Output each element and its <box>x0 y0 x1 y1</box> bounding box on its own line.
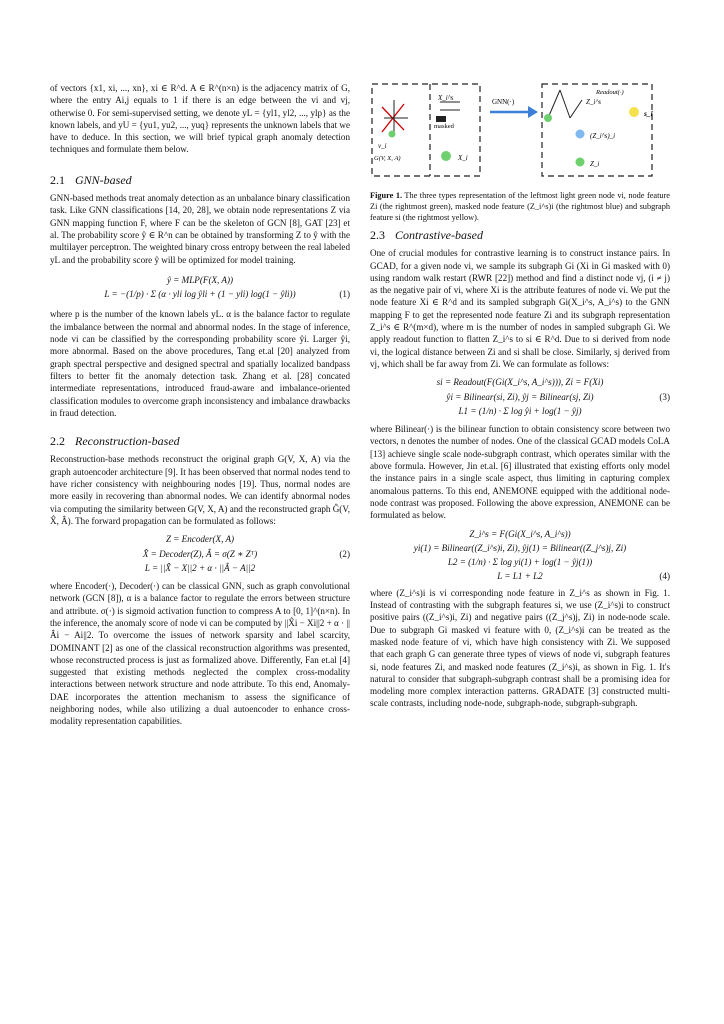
label-vi: v_i <box>378 142 387 150</box>
figure-1-caption <box>370 190 670 223</box>
node-feature-output-dot <box>576 158 585 167</box>
label-xi: X_i <box>458 154 468 162</box>
target-node <box>389 131 396 138</box>
section-2-1-heading <box>50 174 350 186</box>
section-title: GNN-based <box>75 172 132 187</box>
equation-2b-text: X̂ = Decoder(Z), Â = σ(Z ∗ Zᵀ) <box>142 548 258 559</box>
gnn-paragraph-2: where p is the number of the known labels yL. α is the balance factor to regulate the imbalance between the normal and abnormal nodes. In the stage of inference, node vi can be classified by the corresponding probability score ŷi. Larger ŷi, more abnormal. Based on the above procedures, Tang et.al [20] analyzed from graph spectral perspective and designed spectral and spatially localized bandpass filters to better fit the anomaly detection task. Zhang et al. [28] concated intermediate representations, introduced fraud-aware and imbalance-oriented classification modules to overcome graph inconsistency and imbalance drawbacks in fraud detection. <box>50 309 350 418</box>
section-number: 2.2 <box>50 434 65 449</box>
section-2-3-heading <box>370 229 670 241</box>
contrastive-paragraph-1: One of crucial modules for contrastive learning is to construct instance pairs. In GCAD, for a given node vi, we sample its subgraph Gi (Xi in Gi masked with 0) using random walk restart (RWR [22]) method and find a distinct node vj, (i ≠ j) as the negative pair of vi, where Xi is the attribute features of node vi. We put the node feature Xi ∈ R^d and its sampled subgraph Gi(X_i^s, A_i^s) to the GNN mapping F to get the represented node feature Zi and its subgraph representation Z_i^s ∈ R^(m×d), where m is the number of nodes in sampled subgraph Gi. We apply readout function to flatten Z_i^s to si ∈ R^d. Due to si derived from node vi, the logical distance between Zi and si shall be close. Similarly, sj derived from vj, which shall be far away from Zi. We can formulate as follows: <box>370 248 670 369</box>
section-2-2-heading <box>50 435 350 447</box>
equation-4d <box>370 570 670 582</box>
equation-3b <box>370 391 670 403</box>
label-masked: masked <box>434 123 454 130</box>
equation-4-number: (4) <box>659 571 670 582</box>
reconstruction-paragraph-2: where Encoder(·), Decoder(·) can be classical GNN, such as graph convolutional network (GCN [8]), α is a balance factor to regulate the errors between structure and attribute. σ(·) is sigmoid activation function to compress A to [0, 1]^(n×n). In the inference, the anomaly score of node vi can be computed by ||X̂i − Xi||2 + α · ||Âi − Ai||2. To overcome the issues of network sparsity and label scarcity, DOMINANT [2] as one of the classical reconstruction algorithms was presented, whose reconstructed process is just as formalized above. Differently, Fan et.al [4] suggested that existing methods neglected the complex cross-modality interactions between network structure and node attribute. To this end, Anomaly-DAE incorporates the attention mechanism to assess the significance of neighboring nodes, while also utilizing a dual autoencoder to enhance cross-modality representation capabilities. <box>50 581 350 727</box>
subgraph-feature-dot <box>629 107 639 117</box>
figure-1-diagram <box>370 82 670 182</box>
intro-paragraph: of vectors {x1, xi, ..., xn}, xi ∈ R^d. A ∈ R^(n×n) is the adjacency matrix of G, where the entry Ai,j equals to 1 if there is an edge between the vi and vj, otherwise 0. For semi-supervised setting, we denote yL = {yl1, yl2, ..., ylp} as the known labels, and yU = {yu1, yu2, ..., yuq} represents the unknown labels that we have to deduce. In this section, we will brief typical graph anomaly detection techniques and formulate them below. <box>50 83 351 155</box>
graph-box <box>372 84 480 176</box>
label-si: s_i <box>644 109 653 118</box>
node-feature-dot <box>441 151 451 161</box>
label-zi: Z_i <box>590 160 600 168</box>
left-column <box>50 82 350 731</box>
equation-1a: ŷ = MLP(F(X, A)) <box>166 274 234 285</box>
reconstruction-paragraph-1: Reconstruction-base methods reconstruct the original graph G(V, X, A) via the graph autoencoder architecture [9]. It has been observed that normal nodes tend to have richer consistency with neighbouring nodes [19]. Thus, normal nodes are more easily in recovering than abnormal nodes. We can identify abnormal nodes via computing the similarity between G(V, X, A) and the reconstructed graph Ĝ(V, X̂, Â). The forward propagation can be formulated as follows: <box>50 454 350 526</box>
section-title: Reconstruction-based <box>75 434 180 449</box>
equation-2-number: (2) <box>339 548 350 559</box>
figure-caption-text: The three types representation of the leftmost light green node vi, node feature Zi (the rightmost green), masked node feature (Z_i^s)i (the rightmost blue) and subgraph feature si (the rightmost yellow). <box>370 191 670 222</box>
equation-1b-text: L = −(1/p) · Σ (α · yli log ŷli + (1 − yli) log(1 − ŷli)) <box>104 289 296 300</box>
equation-2c: L = ||X̂ − X||2 + α · ||Â − A||2 <box>144 562 256 573</box>
section-title: Contrastive-based <box>395 228 483 242</box>
equation-4b: yi(1) = Bilinear((Z_i^s)i, Zi), ŷj(1) = Bilinear((Z_j^s)j, Zi) <box>413 542 627 553</box>
label-xis: X_i^s <box>438 94 454 102</box>
equation-3a: si = Readout(F(Gi(X_i^s, A_i^s))), Zi = F(Xi) <box>436 377 604 388</box>
masked-node-feature-dot <box>576 130 585 139</box>
equation-2a: Z = Encoder(X, A) <box>165 534 235 545</box>
contrastive-paragraph-3: where (Z_i^s)i is vi corresponding node feature in Z_i^s as shown in Fig. 1. Instead of contrasting with the subgraph features si, we use (Z_i^s)i to construct positive pairs ((Z_i^s)i, Zi) and negative pairs ((Z_j^s)j, Zi) in node-node scale. Due to subgraph Gi masked vi feature with 0, (Z_i^s)i can be treated as the masked node feature of vi, which have high consistency with Zi. We supposed that each graph G can generate three types of views of node vi, subgraph features si, node features Zi, and masked node features (Z_i^s)i, as shown in Fig. 1. It's natural to consider that subgraph-subgraph contrast shall be a promising idea for modeling more complex interaction patterns. GRADATE [3] constructed multi-scale contrasts, including node-node, subgraph-node, subgraph-subgraph. <box>370 587 670 709</box>
equation-3-number: (3) <box>659 391 670 402</box>
equation-4c: L2 = (1/n) · Σ log yi(1) + log(1 − ŷj(1)) <box>447 557 593 568</box>
section-number: 2.3 <box>370 228 385 242</box>
equation-1b <box>50 288 350 300</box>
equation-4a: Z_i^s = F(Gi(X_i^s, A_i^s)) <box>469 528 571 539</box>
figure-label: Figure 1. <box>370 191 403 200</box>
right-column <box>370 82 670 713</box>
equation-4d-text: L = L1 + L2 <box>497 571 543 582</box>
equation-3c: L1 = (1/n) · Σ log ŷi + log(1 − ŷj) <box>458 405 582 416</box>
label-gnn: GNN(·) <box>492 98 515 106</box>
label-graph: G(V, X, A) <box>374 155 401 162</box>
equation-1-number: (1) <box>339 289 350 300</box>
label-zis: Z_i^s <box>586 98 602 106</box>
equation-2b <box>50 548 350 560</box>
label-readout: Readout(·) <box>596 89 624 96</box>
arrow-icon <box>528 106 538 118</box>
figure-1 <box>370 82 670 182</box>
label-zisi: (Z_i^s)_i <box>590 132 616 140</box>
gnn-paragraph-1: GNN-based methods treat anomaly detection as an unbalance binary classification task. Like GNN classifications [14, 20, 28], we obtain node representations Z via GNN mapping function F, where F can be the skeleton of GCN [8], GAT [23] et al. The probability score ŷ ∈ R^n can be obtained by transforming Z to ŷ with the multilayer perceptron. The weighted binary cross entropy between the real labeled yL and the probability score ŷ will be optimized for model training. <box>50 193 350 265</box>
contrastive-paragraph-2: where Bilinear(·) is the bilinear function to obtain consistency score between two vectors, n denotes the number of nodes. One of the classical GCAD models CoLA [13] achieve single scale node-subgraph contrast, which operates similar with the above formula. However, Jin et.al. [6] illustrated that existing efforts only model the instance pairs in a single scale aspect, thus limiting in capturing complex anomalous patterns. To this end, ANEMONE equipped with the additional node-node contrast was proposed. Following the above expression, ANEMONE can be formulated as below. <box>370 424 670 521</box>
section-number: 2.1 <box>50 172 65 187</box>
equation-3b-text: ŷi = Bilinear(si, Zi), ŷj = Bilinear(sj, Zi) <box>446 391 594 402</box>
